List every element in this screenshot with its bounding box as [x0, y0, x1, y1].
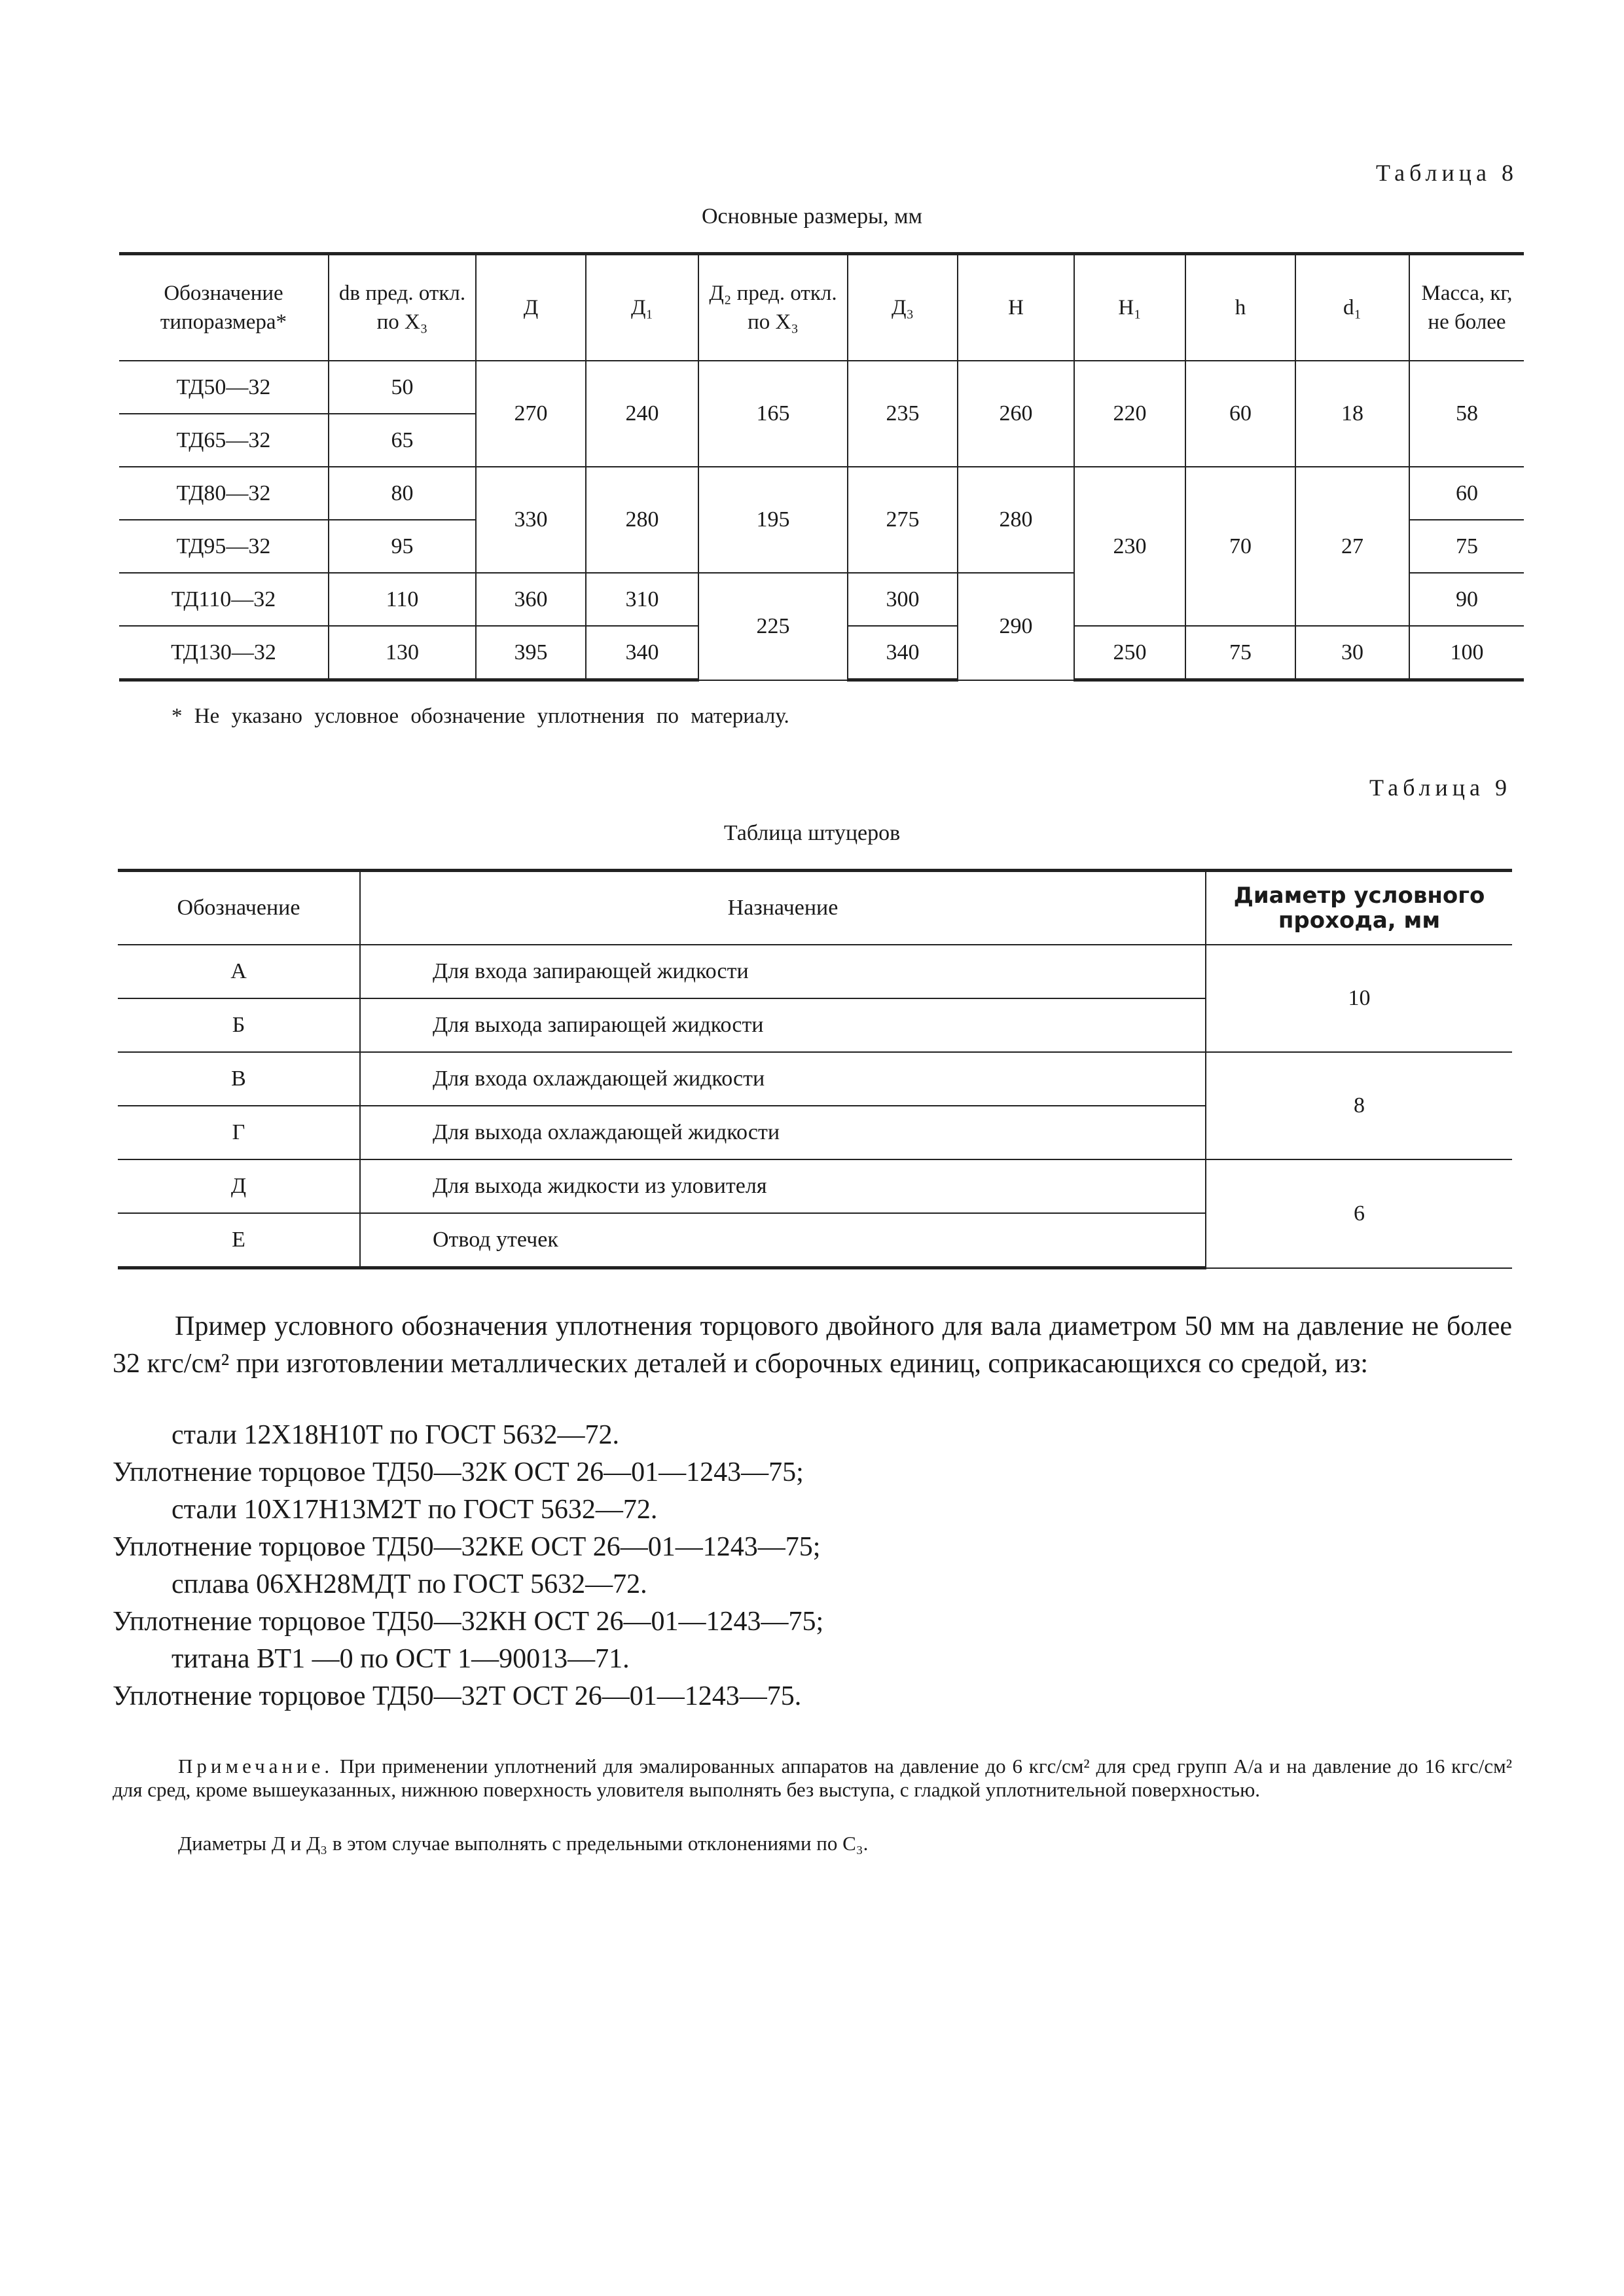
- cell-dv: 80: [329, 467, 476, 520]
- cell-designation: ТД65—32: [119, 414, 329, 467]
- cell-diameter: 8: [1206, 1052, 1512, 1159]
- header-h: Н: [958, 254, 1074, 361]
- cell-h1: 250: [1074, 626, 1185, 680]
- cell-h-lower: 75: [1185, 626, 1295, 680]
- cell-mass: 58: [1409, 361, 1524, 467]
- cell-diameter: 10: [1206, 945, 1512, 1052]
- cell-designation: ТД50—32: [119, 361, 329, 414]
- cell-h1: 230: [1074, 467, 1185, 626]
- table-row: [119, 467, 1524, 520]
- header-d2: Д₂ пред. откл. по X₃: [698, 254, 848, 361]
- cell-h-lower: 60: [1185, 361, 1295, 467]
- cell-designation: ТД95—32: [119, 520, 329, 573]
- example-line: Уплотнение торцовое ТД50—32КН ОСТ 26—01—1243—75;: [113, 1607, 824, 1637]
- cell-d1-small: 30: [1295, 626, 1409, 680]
- note-paragraph: [113, 1755, 1512, 1802]
- cell-d: 330: [476, 467, 586, 573]
- cell-d2: 225: [698, 573, 848, 680]
- cell-mass: 90: [1409, 573, 1524, 626]
- table-row: [119, 361, 1524, 414]
- example-line: Уплотнение торцовое ТД50—32Т ОСТ 26—01—1243—75.: [113, 1681, 802, 1711]
- fittings-table: [118, 869, 1512, 1269]
- cell-dv: 110: [329, 573, 476, 626]
- cell-d1-small: 27: [1295, 467, 1409, 626]
- note-label: Примечание.: [178, 1755, 334, 1777]
- cell-d3: 235: [848, 361, 958, 467]
- cell-purpose: Отвод утечек: [360, 1213, 1206, 1268]
- table-9-caption: Таблица 9: [1369, 774, 1511, 801]
- cell-mass: 100: [1409, 626, 1524, 680]
- table-8-footnote: * Не указано условное обозначение уплотнения по материалу.: [171, 704, 789, 728]
- header-dv: dв пред. откл. по X₃: [329, 254, 476, 361]
- example-line: стали 10Х17Н13М2Т по ГОСТ 5632—72.: [171, 1495, 658, 1525]
- header-d: Д: [476, 254, 586, 361]
- cell-dv: 130: [329, 626, 476, 680]
- note-text: При применении уплотнений для эмалированных аппаратов на давление до 6 кгс/см² для сред групп А/а и на давление до 16 кгс/см² для сред, кроме вышеуказанных, нижнюю поверхность уловителя выполнять без выступа, с гладкой уплотнительной поверхностью.: [113, 1755, 1512, 1801]
- cell-d3: 340: [848, 626, 958, 680]
- example-line: Уплотнение торцовое ТД50—32КЕ ОСТ 26—01—1243—75;: [113, 1532, 821, 1562]
- example-line: стали 12Х18Н10Т по ГОСТ 5632—72.: [171, 1420, 619, 1450]
- cell-d2: 195: [698, 467, 848, 573]
- header-d1-small: d₁: [1295, 254, 1409, 361]
- table-header-row: [118, 871, 1512, 945]
- cell-d1: 340: [586, 626, 698, 680]
- cell-dv: 95: [329, 520, 476, 573]
- cell-h1: 220: [1074, 361, 1185, 467]
- cell-d1: 280: [586, 467, 698, 573]
- cell-diameter: 6: [1206, 1159, 1512, 1268]
- table-row: [118, 1052, 1512, 1106]
- table-8-subtitle: Основные размеры, мм: [701, 204, 923, 228]
- cell-h: 290: [958, 573, 1074, 680]
- cell-purpose: Для входа охлаждающей жидкости: [360, 1052, 1206, 1106]
- cell-designation: ТД80—32: [119, 467, 329, 520]
- cell-designation: А: [118, 945, 360, 998]
- cell-h: 260: [958, 361, 1074, 467]
- header-designation: Обозначение: [118, 871, 360, 945]
- header-d1: Д₁: [586, 254, 698, 361]
- cell-designation: Б: [118, 998, 360, 1052]
- cell-purpose: Для выхода запирающей жидкости: [360, 998, 1206, 1052]
- table-row: [118, 945, 1512, 998]
- header-purpose: Назначение: [360, 871, 1206, 945]
- cell-d1: 310: [586, 573, 698, 626]
- table-row: [118, 1159, 1512, 1213]
- cell-d: 270: [476, 361, 586, 467]
- table-9-subtitle: Таблица штуцеров: [723, 821, 901, 845]
- cell-designation: ТД130—32: [119, 626, 329, 680]
- cell-designation: Д: [118, 1159, 360, 1213]
- header-diameter: Диаметр условного прохода, мм: [1206, 871, 1512, 945]
- cell-dv: 65: [329, 414, 476, 467]
- example-lines: [113, 1417, 1512, 1715]
- example-line: сплава 06ХН28МДТ по ГОСТ 5632—72.: [171, 1569, 647, 1599]
- cell-purpose: Для выхода жидкости из уловителя: [360, 1159, 1206, 1213]
- table-8-caption: Таблица 8: [1376, 160, 1518, 186]
- example-line: Уплотнение торцовое ТД50—32К ОСТ 26—01—1243—75;: [113, 1457, 804, 1487]
- header-h1: Н₁: [1074, 254, 1185, 361]
- cell-d1-small: 18: [1295, 361, 1409, 467]
- cell-mass: 60: [1409, 467, 1524, 520]
- header-mass: Масса, кг, не более: [1409, 254, 1524, 361]
- cell-dv: 50: [329, 361, 476, 414]
- cell-h: 280: [958, 467, 1074, 573]
- cell-purpose: Для выхода охлаждающей жидкости: [360, 1106, 1206, 1159]
- example-line: титана ВТ1 —0 по ОСТ 1—90013—71.: [171, 1644, 630, 1674]
- cell-designation: В: [118, 1052, 360, 1106]
- cell-d3: 275: [848, 467, 958, 573]
- cell-purpose: Для входа запирающей жидкости: [360, 945, 1206, 998]
- example-intro: Пример условного обозначения уплотнения торцового двойного для вала диаметром 50 мм на давление не более 32 кгс/см² при изготовлении металлических деталей и сборочных единиц, соприкасающихся со средой, из:: [113, 1311, 1512, 1379]
- cell-designation: Г: [118, 1106, 360, 1159]
- cell-d: 360: [476, 573, 586, 626]
- header-h-lower: h: [1185, 254, 1295, 361]
- dimensions-table: [119, 252, 1524, 682]
- cell-mass: 75: [1409, 520, 1524, 573]
- cell-d1: 240: [586, 361, 698, 467]
- cell-d3: 300: [848, 573, 958, 626]
- header-designation: Обозначение типоразмера*: [119, 254, 329, 361]
- cell-designation: ТД110—32: [119, 573, 329, 626]
- cell-d2: 165: [698, 361, 848, 467]
- cell-designation: Е: [118, 1213, 360, 1268]
- table-header-row: [119, 254, 1524, 361]
- header-d3: Д₃: [848, 254, 958, 361]
- cell-d: 395: [476, 626, 586, 680]
- cell-h-lower: 70: [1185, 467, 1295, 626]
- note-text-2: Диаметры Д и Д₃ в этом случае выполнять с предельными отклонениями по С₃.: [178, 1832, 869, 1855]
